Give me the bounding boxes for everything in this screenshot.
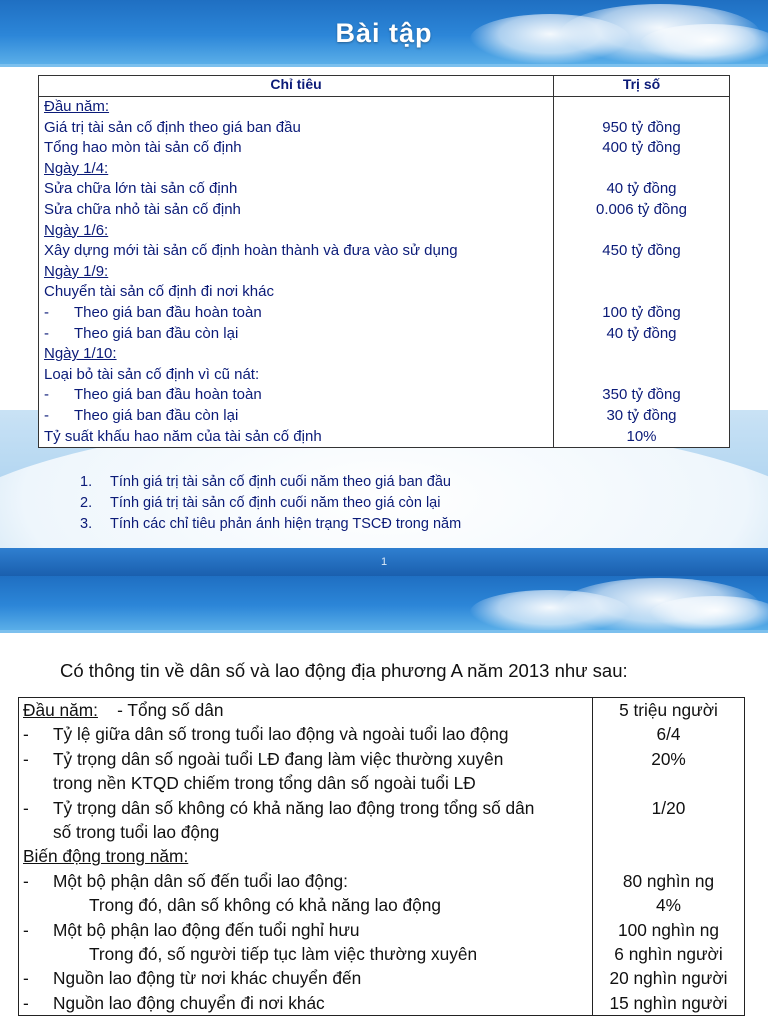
indicator-line [23, 722, 588, 746]
indicator-value: 15 nghìn người [609, 992, 728, 1013]
bullet-dash: - [44, 303, 49, 321]
indicator-value: 350 tỷ đồng [602, 386, 681, 404]
indicator-value: 400 tỷ đồng [602, 139, 681, 157]
bullet-dash: - [44, 386, 49, 404]
asset-data-table [38, 75, 730, 448]
indicator-column [39, 97, 554, 448]
value-column [554, 97, 730, 448]
bullet-dash: - [23, 870, 29, 891]
indicator-line [44, 262, 548, 283]
indicator-line [44, 221, 548, 242]
indicator-label: Theo giá ban đầu hoàn toàn [74, 386, 262, 404]
bullet-dash: - [23, 968, 29, 989]
indicator-value [559, 159, 724, 180]
bullet-dash: - [44, 324, 49, 342]
indicator-column [19, 698, 593, 1016]
indicator-label: Loại bỏ tài sản cố định vì cũ nát: [44, 365, 260, 383]
bullet-dash: - [23, 748, 29, 769]
indicator-line [44, 179, 548, 200]
indicator-label: Theo giá ban đầu còn lại [74, 406, 239, 424]
indicator-line [23, 771, 588, 795]
indicator-label-continued: số trong tuổi lao động [53, 821, 220, 842]
indicator-value [559, 365, 724, 386]
indicator-value: 100 nghìn ng [618, 919, 719, 940]
section-heading: Ngày 1/10: [44, 345, 117, 363]
indicator-line [44, 97, 548, 118]
indicator-value [559, 262, 724, 283]
indicator-line [44, 324, 548, 345]
indicator-label: Tỷ suất khấu hao năm của tài sản cố định [44, 427, 322, 445]
indicator-label: Xây dựng mới tài sản cố định hoàn thành và đưa vào sử dụng [44, 242, 458, 260]
indicator-value [559, 221, 724, 242]
bullet-dash: - [23, 724, 29, 745]
indicator-label: - Tổng số dân [117, 700, 224, 720]
question-number: 1. [80, 474, 93, 490]
population-data-table [18, 697, 745, 1016]
indicator-value [559, 344, 724, 365]
indicator-value: 100 tỷ đồng [602, 303, 681, 321]
indicator-label: Giá trị tài sản cố định theo giá ban đầu [44, 118, 301, 136]
table-row [19, 698, 745, 1016]
indicator-label: Sửa chữa lớn tài sản cố định [44, 180, 238, 198]
indicator-line [23, 820, 588, 844]
indicator-line [44, 427, 548, 448]
indicator-value: 0.006 tỷ đồng [596, 200, 687, 218]
indicator-line [23, 844, 588, 868]
indicator-label: Tỷ trọng dân số không có khả năng lao động trong tổng số dân [53, 797, 535, 818]
question-text: Tính các chỉ tiêu phản ánh hiện trạng TSCĐ trong năm [110, 516, 462, 532]
indicator-line [44, 200, 548, 221]
section-heading: Đầu năm: [23, 700, 98, 720]
indicator-line [44, 303, 548, 324]
indicator-line [44, 344, 548, 365]
bullet-dash: - [23, 992, 29, 1013]
indicator-label: Tổng hao mòn tài sản cố định [44, 139, 242, 157]
bullet-dash: - [23, 919, 29, 940]
indicator-value: 6/4 [656, 724, 681, 745]
section-heading: Đầu năm: [44, 98, 110, 115]
indicator-line [44, 365, 548, 386]
indicator-sub-label: Trong đó, số người tiếp tục làm việc thường xuyên [89, 943, 478, 964]
indicator-line [44, 118, 548, 139]
indicator-line [44, 385, 548, 406]
indicator-label: Tỷ trọng dân số ngoài tuổi LĐ đang làm việc thường xuyên [53, 748, 504, 769]
indicator-line [23, 893, 588, 917]
table-header-row [39, 76, 730, 97]
indicator-line [23, 698, 588, 722]
value-spacer [597, 771, 740, 795]
indicator-value: 5 triệu người [619, 700, 718, 720]
indicator-line [23, 869, 588, 893]
value-column [593, 698, 745, 1016]
indicator-line [44, 138, 548, 159]
indicator-line [44, 282, 548, 303]
indicator-line [23, 991, 588, 1015]
indicator-sub-label: Trong đó, dân số không có khả năng lao động [89, 895, 441, 916]
indicator-value: 20 nghìn người [609, 968, 728, 989]
indicator-line [23, 918, 588, 942]
question-number: 3. [80, 516, 93, 532]
question-text: Tính giá trị tài sản cố định cuối năm theo giá còn lại [110, 495, 441, 511]
indicator-label: Nguồn lao động từ nơi khác chuyển đến [53, 968, 362, 989]
slide-2-header-banner [0, 576, 768, 630]
indicator-value: 950 tỷ đồng [602, 118, 681, 136]
indicator-value: 10% [626, 427, 657, 445]
indicator-value: 20% [651, 748, 686, 769]
indicator-line [23, 747, 588, 771]
table-header-indicator: Chỉ tiêu [39, 76, 554, 97]
question-item [80, 514, 461, 535]
slide-2 [0, 576, 768, 1024]
indicator-value: 4% [656, 895, 681, 916]
indicator-label: Một bộ phận dân số đến tuổi lao động: [53, 870, 348, 891]
indicator-label: Sửa chữa nhỏ tài sản cố định [44, 200, 241, 218]
section-heading: Ngày 1/9: [44, 262, 109, 280]
indicator-value [559, 282, 724, 303]
section-heading: Biến động trong năm: [23, 846, 189, 867]
indicator-label: Một bộ phận lao động đến tuổi nghỉ hưu [53, 919, 360, 940]
indicator-value [597, 844, 740, 868]
exercise-questions [80, 472, 461, 535]
slide-title: Bài tập [335, 18, 433, 48]
question-number: 2. [80, 495, 93, 511]
indicator-line [44, 241, 548, 262]
indicator-label: Tỷ lệ giữa dân số trong tuổi lao động và ngoài tuổi lao động [53, 724, 509, 745]
indicator-value: 1/20 [651, 797, 686, 818]
indicator-line [23, 966, 588, 990]
indicator-value: 450 tỷ đồng [602, 242, 681, 260]
indicator-line [44, 406, 548, 427]
indicator-line [44, 159, 548, 180]
indicator-label: Chuyển tài sản cố định đi nơi khác [44, 283, 274, 301]
population-intro: Có thông tin về dân số và lao động địa phương A năm 2013 như sau: [60, 660, 628, 681]
indicator-label: Nguồn lao động chuyển đi nơi khác [53, 992, 325, 1013]
question-item [80, 493, 461, 514]
table-row [39, 97, 730, 448]
question-item [80, 472, 461, 493]
indicator-value: 80 nghìn ng [622, 870, 715, 891]
indicator-value: 40 tỷ đồng [606, 324, 677, 342]
question-text: Tính giá trị tài sản cố định cuối năm theo giá ban đầu [110, 474, 451, 490]
table-header-value: Trị số [554, 76, 730, 97]
bullet-dash: - [23, 797, 29, 818]
page-number: 1 [380, 556, 388, 568]
indicator-value: 40 tỷ đồng [606, 180, 677, 198]
indicator-value [559, 97, 724, 118]
indicator-value: 30 tỷ đồng [606, 406, 677, 424]
indicator-label: Theo giá ban đầu còn lại [74, 324, 239, 342]
indicator-line [23, 942, 588, 966]
bullet-dash: - [44, 406, 49, 424]
indicator-label: Theo giá ban đầu hoàn toàn [74, 303, 262, 321]
indicator-label-continued: trong nền KTQD chiếm trong tổng dân số ngoài tuổi LĐ [53, 773, 476, 794]
indicator-value: 6 nghìn người [614, 943, 723, 964]
value-spacer [597, 820, 740, 844]
section-heading: Ngày 1/4: [44, 159, 109, 177]
section-heading: Ngày 1/6: [44, 221, 109, 239]
indicator-line [23, 796, 588, 820]
